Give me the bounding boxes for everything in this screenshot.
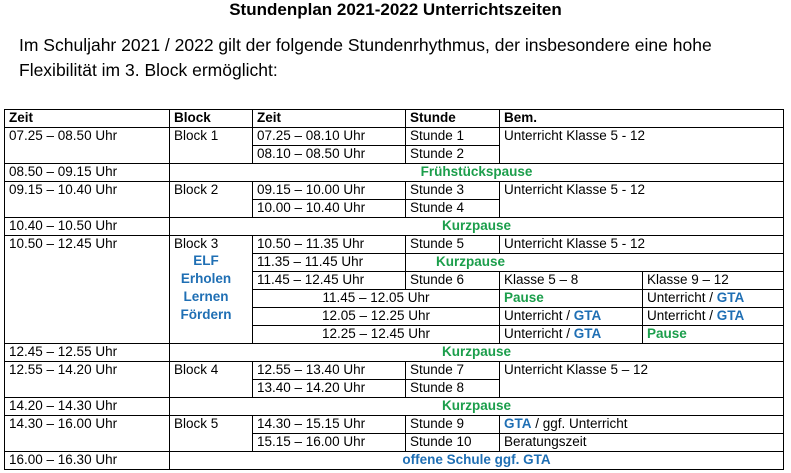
block3-bem: Unterricht Klasse 5 - 12 xyxy=(500,236,784,254)
table-row xyxy=(5,182,784,200)
stunde3-label: Stunde 3 xyxy=(406,182,500,200)
block1-label: Block 1 xyxy=(170,128,253,164)
pause1-label: Frühstückspause xyxy=(170,164,784,182)
block3-time: 10.50 – 12.45 Uhr xyxy=(5,236,170,344)
header-bem: Bem. xyxy=(500,110,784,128)
sub1-klasse-9-12: Unterricht / GTA xyxy=(643,290,784,308)
table-row xyxy=(5,128,784,146)
stunde6-time: 11.45 – 12.45 Uhr xyxy=(253,272,406,290)
block5-label: Block 5 xyxy=(170,416,253,452)
pause4-label: Kurzpause xyxy=(170,398,784,416)
table-row xyxy=(5,416,784,434)
pause3-time: 12.45 – 12.55 Uhr xyxy=(5,344,170,362)
schedule-table xyxy=(4,109,784,470)
stunde10-label: Stunde 10 xyxy=(406,434,500,452)
stunde4-label: Stunde 4 xyxy=(406,200,500,218)
sub2-klasse-9-12: Unterricht / GTA xyxy=(643,308,784,326)
table-row xyxy=(5,236,784,254)
table-row xyxy=(5,344,784,362)
stunde9-label: Stunde 9 xyxy=(406,416,500,434)
page-title: Stundenplan 2021-2022 Unterrichtszeiten xyxy=(229,0,562,19)
block4-label: Block 4 xyxy=(170,362,253,398)
stunde2-time: 08.10 – 08.50 Uhr xyxy=(253,146,406,164)
block4-bem: Unterricht Klasse 5 – 12 xyxy=(500,362,784,398)
elf-label: ELF xyxy=(193,253,219,268)
stunde8-time: 13.40 – 14.20 Uhr xyxy=(253,380,406,398)
pause2-label: Kurzpause xyxy=(170,218,784,236)
offene-schule-label: offene Schule ggf. GTA xyxy=(170,452,784,470)
stunde10-time: 15.15 – 16.00 Uhr xyxy=(253,434,406,452)
pause3-label: Kurzpause xyxy=(170,344,784,362)
klasse-5-8: Klasse 5 – 8 xyxy=(500,272,643,290)
stunde5-label: Stunde 5 xyxy=(406,236,500,254)
table-row xyxy=(5,452,784,470)
sub1-time: 11.45 – 12.05 Uhr xyxy=(253,290,500,308)
block2-bem: Unterricht Klasse 5 - 12 xyxy=(500,182,784,218)
stunde9-bem: GTA / ggf. Unterricht xyxy=(500,416,784,434)
block5-time: 14.30 – 16.00 Uhr xyxy=(5,416,170,452)
stunde8-label: Stunde 8 xyxy=(406,380,500,398)
pause4-time: 14.20 – 14.30 Uhr xyxy=(5,398,170,416)
header-zeit: Zeit xyxy=(5,110,170,128)
sub3-time: 12.25 – 12.45 Uhr xyxy=(253,326,500,344)
elf-erholen: Erholen xyxy=(180,271,232,286)
block4-time: 12.55 – 14.20 Uhr xyxy=(5,362,170,398)
klasse-9-12: Klasse 9 – 12 xyxy=(643,272,784,290)
table-header-row xyxy=(5,110,784,128)
table-row xyxy=(5,398,784,416)
stunde6-label: Stunde 6 xyxy=(406,272,500,290)
elf-foerdern: Fördern xyxy=(180,307,232,322)
stunde5-time: 10.50 – 11.35 Uhr xyxy=(253,236,406,254)
block2-time: 09.15 – 10.40 Uhr xyxy=(5,182,170,218)
sub3-klasse-5-8: Unterricht / GTA xyxy=(500,326,643,344)
stunde10-bem: Beratungszeit xyxy=(500,434,784,452)
table-row xyxy=(5,218,784,236)
block1-time: 07.25 – 08.50 Uhr xyxy=(5,128,170,164)
stunde7-label: Stunde 7 xyxy=(406,362,500,380)
stunde3-time: 09.15 – 10.00 Uhr xyxy=(253,182,406,200)
kurzpause-inner-label: Kurzpause xyxy=(406,254,784,272)
block1-bem: Unterricht Klasse 5 - 12 xyxy=(500,128,784,164)
block3-cell xyxy=(170,236,253,344)
stunde1-label: Stunde 1 xyxy=(406,128,500,146)
stunde1-time: 07.25 – 08.10 Uhr xyxy=(253,128,406,146)
stunde4-time: 10.00 – 10.40 Uhr xyxy=(253,200,406,218)
sub2-klasse-5-8: Unterricht / GTA xyxy=(500,308,643,326)
elf-lernen: Lernen xyxy=(183,289,229,304)
block2-label: Block 2 xyxy=(170,182,253,218)
last-time: 16.00 – 16.30 Uhr xyxy=(5,452,170,470)
kurzpause-inner-time: 11.35 – 11.45 Uhr xyxy=(253,254,406,272)
sub3-klasse-9-12: Pause xyxy=(643,326,784,344)
intro-text: Im Schuljahr 2021 / 2022 gilt der folgende Stundenrhythmus, der insbesondere eine hohe Flexibilität im 3. Block ermöglicht: xyxy=(19,35,712,80)
table-row xyxy=(5,362,784,380)
stunde2-label: Stunde 2 xyxy=(406,146,500,164)
header-zeit-2: Zeit xyxy=(253,110,406,128)
sub1-klasse-5-8: Pause xyxy=(500,290,643,308)
header-stunde: Stunde xyxy=(406,110,500,128)
header-block: Block xyxy=(170,110,253,128)
sub2-time: 12.05 – 12.25 Uhr xyxy=(253,308,500,326)
pause2-time: 10.40 – 10.50 Uhr xyxy=(5,218,170,236)
stunde9-time: 14.30 – 15.15 Uhr xyxy=(253,416,406,434)
pause1-time: 08.50 – 09.15 Uhr xyxy=(5,164,170,182)
stunde7-time: 12.55 – 13.40 Uhr xyxy=(253,362,406,380)
table-row xyxy=(5,164,784,182)
block3-label: Block 3 xyxy=(174,236,219,251)
